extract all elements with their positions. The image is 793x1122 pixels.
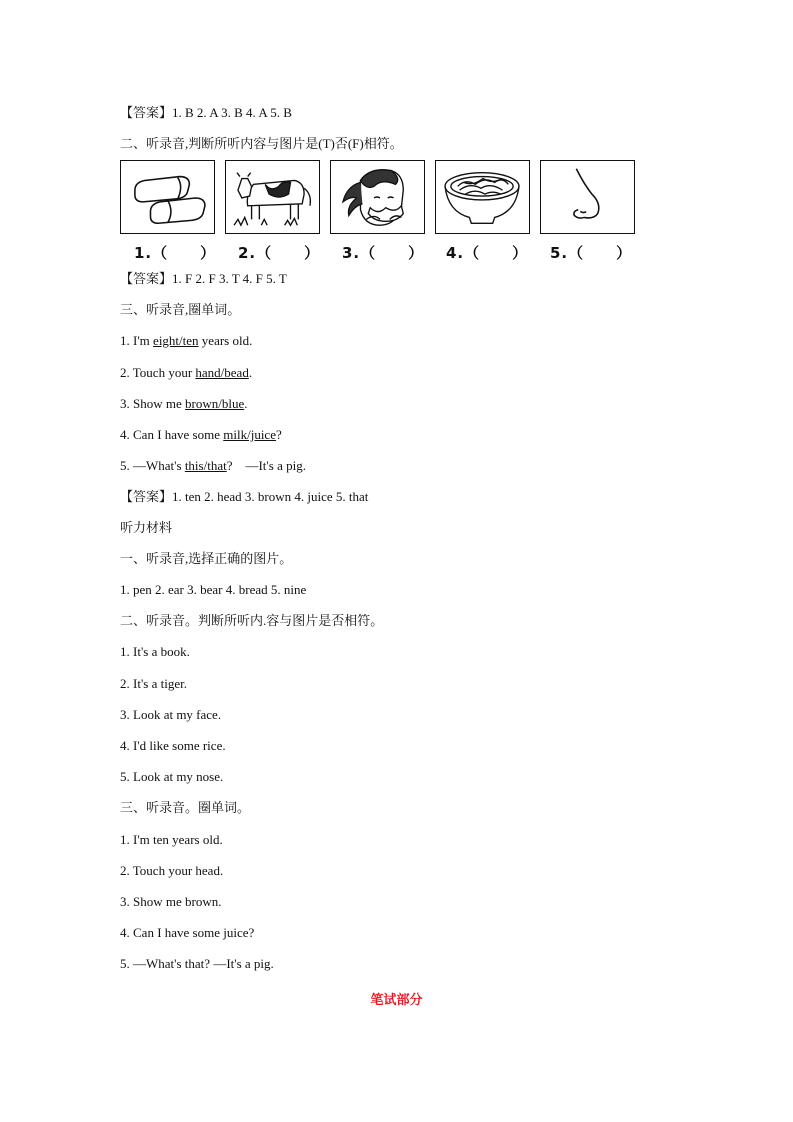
listening-section-1-text: 1. pen 2. ear 3. bear 4. bread 5. nine [120,582,307,597]
word-choice: brown/blue [185,396,245,411]
listening-item: 1. I'm ten years old. [120,832,223,847]
erasers-icon [120,160,215,234]
question-item-3: 3. Show me brown/blue. [120,396,248,411]
picture-label-4: 4.（ ） [446,244,529,262]
picture-label-1: 1.（ ） [134,244,217,262]
picture-label-5: 5.（ ） [550,244,633,262]
word-choice: eight/ten [153,333,199,348]
question-item-2: 2. Touch your hand/bead. [120,365,253,380]
section-3-title: 三、听录音,圈单词。 [120,302,241,317]
question-item-5: 5. —What's this/that? —It's a pig. [120,458,306,473]
listening-material-title: 听力材料 [120,520,173,535]
listening-item: 5. —What's that? —It's a pig. [120,956,274,971]
question-item-1: 1. I'm eight/ten years old. [120,333,253,348]
listening-item: 5. Look at my nose. [120,769,224,784]
listening-item: 3. Look at my face. [120,707,222,722]
listening-item: 4. I'd like some rice. [120,738,226,753]
answer-line-2: 【答案】1. F 2. F 3. T 4. F 5. T [120,271,287,286]
listening-item: 1. It's a book. [120,644,190,659]
listening-section-2-title: 二、听录音。判断所听内.容与图片是否相符。 [120,613,384,628]
listening-section-3-title: 三、听录音。圈单词。 [120,800,251,815]
listening-section-1-title: 一、听录音,选择正确的图片。 [120,551,293,566]
noodle-bowl-icon [435,160,530,234]
picture-label-2: 2.（ ） [238,244,321,262]
listening-item: 2. It's a tiger. [120,676,187,691]
written-part-heading: 笔试部分 [370,993,423,1008]
cow-icon [225,160,320,234]
answer-line-3: 【答案】1. ten 2. head 3. brown 4. juice 5. that [120,489,369,504]
listening-item: 2. Touch your head. [120,863,224,878]
girl-face-icon [330,160,425,234]
answer-line-1: 【答案】1. B 2. A 3. B 4. A 5. B [120,105,292,120]
picture-label-3: 3.（ ） [342,244,425,262]
word-choice: hand/bead [195,365,249,380]
listening-item: 4. Can I have some juice? [120,925,255,940]
word-choice: this/that [184,458,227,473]
listening-item: 3. Show me brown. [120,894,222,909]
word-choice: milk/juice [223,427,276,442]
nose-icon [540,160,635,234]
question-item-4: 4. Can I have some milk/juice? [120,427,282,442]
section-2-title: 二、听录音,判断所听内容与图片是(T)否(F)相符。 [120,136,403,151]
picture-row [120,160,640,260]
